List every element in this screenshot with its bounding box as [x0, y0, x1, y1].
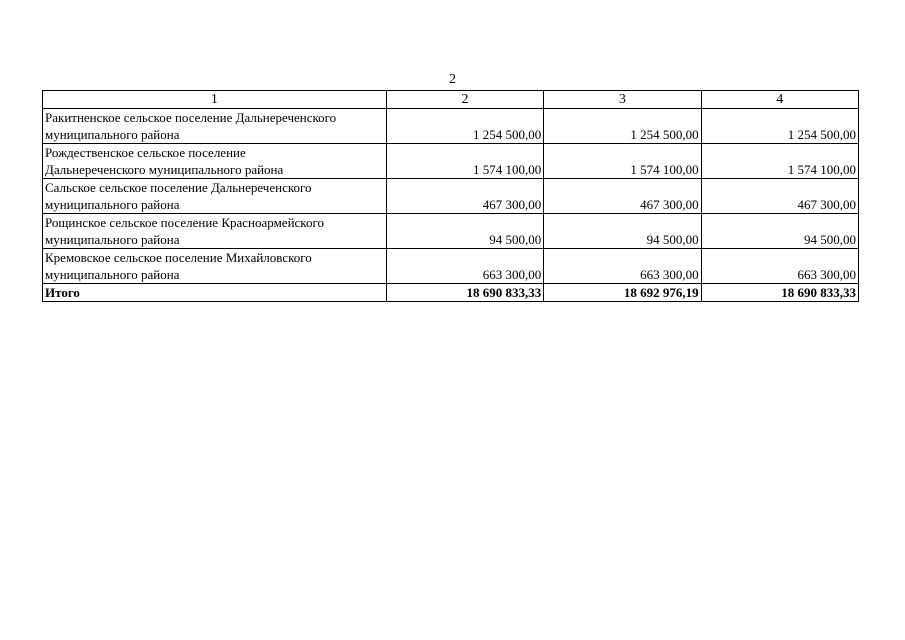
settlement-name: Рощинское сельское поселение Красноармейского муниципального района [43, 214, 387, 249]
settlement-name: Кремовское сельское поселение Михайловского муниципального района [43, 249, 387, 284]
value-cell: 1 254 500,00 [544, 109, 701, 144]
total-value: 18 692 976,19 [544, 284, 701, 302]
value-cell: 1 574 100,00 [544, 144, 701, 179]
column-header-2: 2 [386, 91, 543, 109]
settlement-name: Ракитненское сельское поселение Дальнереченского муниципального района [43, 109, 387, 144]
table-row [43, 214, 859, 249]
header-row [43, 91, 859, 109]
value-cell: 94 500,00 [386, 214, 543, 249]
settlement-name: Сальское сельское поселение Дальнереченского муниципального района [43, 179, 387, 214]
table-row [43, 144, 859, 179]
value-cell: 467 300,00 [544, 179, 701, 214]
value-cell: 467 300,00 [386, 179, 543, 214]
value-cell: 467 300,00 [701, 179, 858, 214]
page-number: 2 [449, 72, 456, 87]
value-cell: 94 500,00 [544, 214, 701, 249]
settlement-name: Рождественское сельское поселение Дальнереченского муниципального района [43, 144, 387, 179]
total-row [43, 284, 859, 302]
budget-table [42, 90, 859, 302]
value-cell: 1 574 100,00 [386, 144, 543, 179]
column-header-1: 1 [43, 91, 387, 109]
value-cell: 94 500,00 [701, 214, 858, 249]
total-value: 18 690 833,33 [386, 284, 543, 302]
column-header-3: 3 [544, 91, 701, 109]
value-cell: 663 300,00 [544, 249, 701, 284]
value-cell: 663 300,00 [386, 249, 543, 284]
value-cell: 1 254 500,00 [701, 109, 858, 144]
table-row [43, 109, 859, 144]
table-row [43, 249, 859, 284]
total-label: Итого [43, 284, 387, 302]
table-row [43, 179, 859, 214]
value-cell: 1 574 100,00 [701, 144, 858, 179]
value-cell: 663 300,00 [701, 249, 858, 284]
value-cell: 1 254 500,00 [386, 109, 543, 144]
column-header-4: 4 [701, 91, 858, 109]
total-value: 18 690 833,33 [701, 284, 858, 302]
